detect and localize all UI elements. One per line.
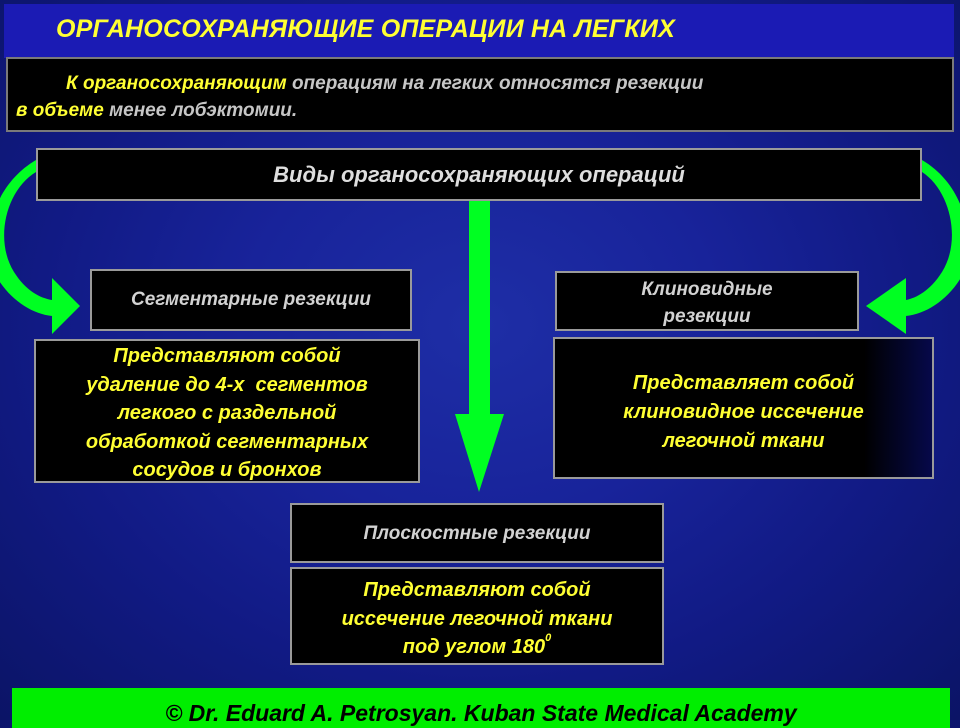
wedge-label-box [555, 271, 859, 331]
right-curved-arrow [866, 160, 960, 334]
intro-text-highlight-1: К органосохраняющим [66, 73, 287, 94]
planar-desc-line: Представляют собой [363, 579, 591, 601]
segmental-label-box: Сегментарные резекции [90, 269, 412, 331]
planar-description-box [290, 567, 664, 665]
intro-text-highlight-2: в объеме [16, 100, 104, 121]
segmental-desc-line: удаление до 4-х сегментов [86, 373, 368, 396]
footer-copyright: © Dr. Eduard A. Petrosyan. Kuban State Medical Academy [12, 688, 950, 728]
segmental-desc-line: Представляют собой [113, 345, 341, 367]
segmental-desc-line: обработкой сегментарных [85, 430, 369, 453]
page-title: ОРГАНОСОХРАНЯЮЩИЕ ОПЕРАЦИИ НА ЛЕГКИХ [56, 15, 675, 43]
segmental-desc-line: легкого с раздельной [117, 402, 337, 424]
wedge-label-line-2: резекции [663, 306, 751, 327]
wedge-desc-line: легочной ткани [662, 430, 825, 452]
segmental-desc-line: сосудов и бронхов [132, 459, 322, 481]
types-header-box: Виды органосохраняющих операций [36, 148, 922, 201]
planar-desc-degree: 0 [545, 632, 552, 644]
intro-text-1: операциям на легких относятся резекции [286, 73, 704, 94]
wedge-label-line-1: Клиновидные [641, 279, 773, 300]
planar-desc-angle: под углом 180 [402, 636, 546, 658]
planar-desc-line [292, 633, 662, 662]
segmental-description-box [34, 339, 420, 483]
planar-label-box: Плоскостные резекции [290, 503, 664, 563]
center-down-arrow [455, 201, 504, 492]
planar-desc-line: иссечение легочной ткани [341, 607, 613, 630]
wedge-description-box [553, 337, 934, 479]
intro-text-2: менее лобэктомии. [103, 100, 298, 121]
left-curved-arrow [0, 160, 80, 334]
wedge-desc-line: Представляет собой [632, 372, 855, 394]
wedge-desc-line: клиновидное иссечение [623, 401, 864, 423]
